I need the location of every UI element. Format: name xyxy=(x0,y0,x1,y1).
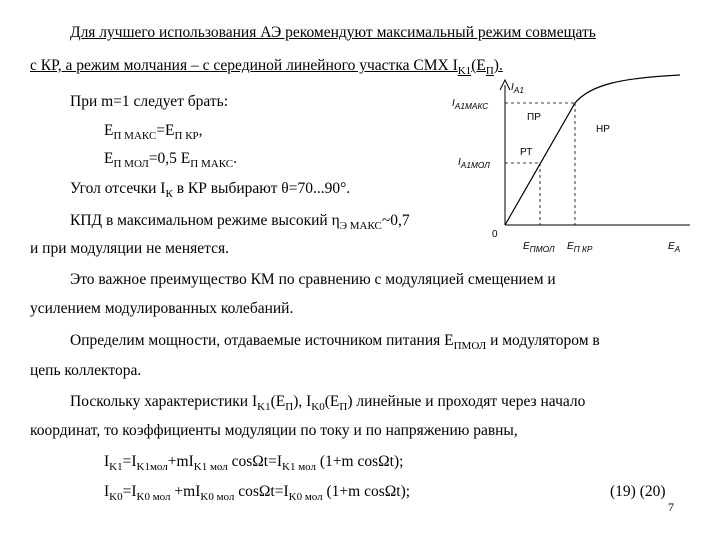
line-1-text: Для лучшего использования АЭ рекомендуют максимальный режим совмещать xyxy=(70,24,596,41)
line-2-sub2: П xyxy=(485,65,494,78)
l9: Это важное преимущество КМ по сравнению с модуляцией смещением и xyxy=(70,271,556,288)
page-number: 7 xyxy=(668,500,674,514)
l13d: П xyxy=(285,401,294,414)
l4d: П КР xyxy=(174,130,199,143)
eq1i: (1+m cosΩt); xyxy=(316,453,404,470)
l13b: K1 xyxy=(257,401,271,414)
l13e: ), I xyxy=(293,393,312,410)
l5e: . xyxy=(233,150,237,167)
eq2f: K0 мол xyxy=(200,491,235,504)
l10: усилением модулированных колебаний. xyxy=(30,300,294,317)
y-max-label xyxy=(452,98,488,111)
l4e: , xyxy=(198,122,203,139)
y-mol-label xyxy=(458,157,490,170)
eq1g: cosΩt=I xyxy=(227,453,283,470)
eq1h: K1 мол xyxy=(282,461,317,474)
x-axis-label-sub: A xyxy=(674,244,681,254)
eq2d: K0 мол xyxy=(136,491,171,504)
x-kr-label-main: E xyxy=(567,241,574,252)
l7b: Э МАКС xyxy=(339,220,382,233)
eq2i: (1+m cosΩt); xyxy=(322,483,411,500)
y-axis-label-main: I xyxy=(511,82,514,93)
eq2e: +mI xyxy=(170,483,201,500)
x-kr-label xyxy=(567,241,592,254)
l13c: (E xyxy=(270,393,286,410)
l11b: ПМОЛ xyxy=(453,340,487,353)
l13f: K0 xyxy=(311,401,325,414)
l11a: Определим мощности, отдаваемые источником питания E xyxy=(70,332,454,349)
eq1d: K1мол xyxy=(136,461,168,474)
l7a: КПД в максимальном режиме высокий η xyxy=(70,212,340,229)
l5a: E xyxy=(104,150,114,167)
l8: и при модуляции не меняется. xyxy=(30,240,229,257)
l13i: ) линейные и проходят через начало xyxy=(347,393,586,410)
origin-label: 0 xyxy=(492,229,498,240)
eqnum: (19) (20) xyxy=(610,483,666,500)
l4b: П МАКС xyxy=(113,130,157,143)
eq1b: K1 xyxy=(109,461,123,474)
line-3-text: При m=1 следует брать: xyxy=(70,93,229,110)
l14: координат, то коэффициенты модуляции по току и по напряжению равны, xyxy=(30,422,518,439)
l13a: Поскольку характеристики I xyxy=(70,393,258,410)
x-axis-label-main: E xyxy=(668,241,675,252)
y-mol-label-sub: A1МОЛ xyxy=(460,160,490,170)
l4c: =E xyxy=(156,122,175,139)
l5d: П МАКС xyxy=(190,158,234,171)
l5c: =0,5 E xyxy=(148,150,191,167)
point-rt-label: РТ xyxy=(520,147,533,158)
eq1a: I xyxy=(104,453,110,470)
y-axis-label xyxy=(511,82,524,95)
eq2b: K0 xyxy=(109,491,123,504)
l5b: П МОЛ xyxy=(113,158,149,171)
x-mol-label xyxy=(523,241,555,254)
eq2g: cosΩt=I xyxy=(234,483,289,500)
line-2-end: (E xyxy=(471,57,486,74)
eq1f: K1 мол xyxy=(193,461,228,474)
line-2-close: ). xyxy=(493,57,503,74)
x-axis-label xyxy=(668,241,680,254)
l6: Угол отсечки I xyxy=(70,180,166,197)
region-nr-label: НР xyxy=(596,124,610,135)
l13g: (E xyxy=(324,393,340,410)
eq2c: =I xyxy=(122,483,137,500)
x-mol-label-main: E xyxy=(523,241,530,252)
eq2a: I xyxy=(104,483,110,500)
l6-end: в КР выбирают θ=70...90°. xyxy=(172,180,351,197)
eq2h: K0 мол xyxy=(288,491,323,504)
l7c: ~0,7 xyxy=(381,212,410,229)
l6-sub: К xyxy=(165,188,173,201)
y-max-label-sub: A1МАКС xyxy=(454,101,489,111)
x-mol-label-sub: ПМОЛ xyxy=(529,244,555,254)
l12: цепь коллектора. xyxy=(30,362,142,379)
eq1c: =I xyxy=(122,453,137,470)
region-pr-label: ПР xyxy=(527,112,541,123)
l11c: и модулятором в xyxy=(486,332,600,349)
y-mol-label-main: I xyxy=(458,157,461,168)
line-2-text: с КР, а режим молчания – с серединой линейного участка СМХ I xyxy=(30,57,458,74)
line-2-sub: K1 xyxy=(457,65,472,78)
l13h: П xyxy=(339,401,348,414)
y-max-label-main: I xyxy=(452,98,455,109)
eq1e: +mI xyxy=(167,453,194,470)
x-kr-label-sub: П КР xyxy=(573,244,593,254)
y-axis-label-sub: A1 xyxy=(513,85,524,95)
l4a: E xyxy=(104,122,114,139)
